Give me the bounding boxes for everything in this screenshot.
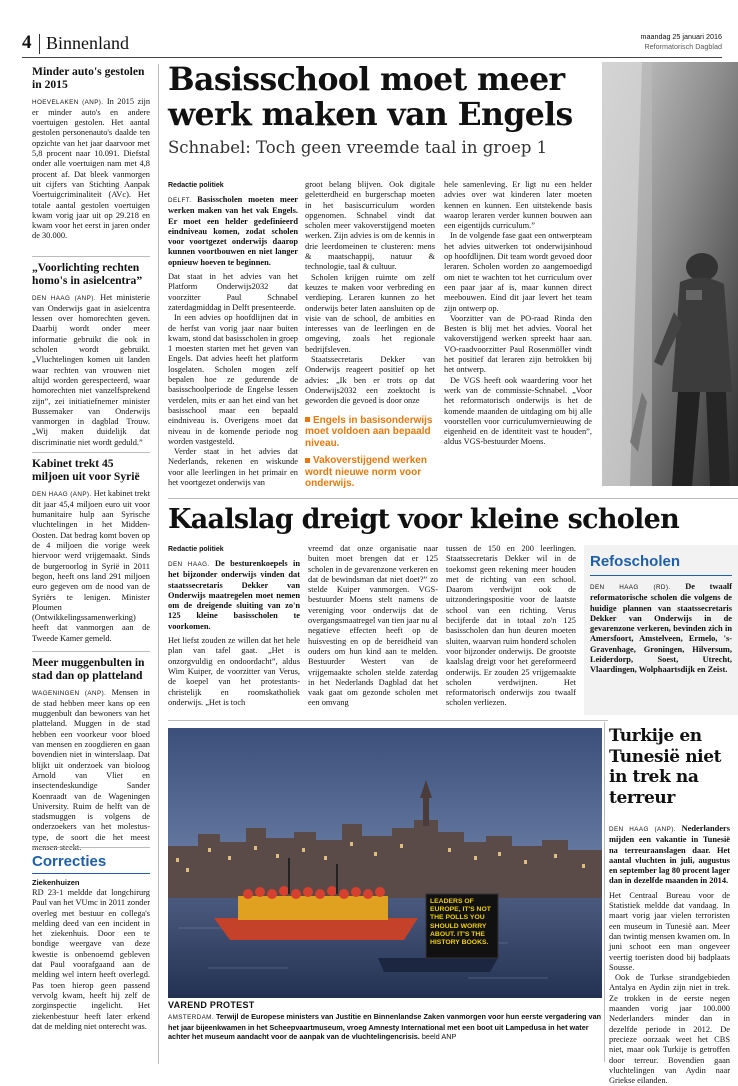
brief-title: Meer muggenbulten in stad dan op platteland: [32, 656, 145, 682]
refoscholen-box: Refoscholen DEN HAAG (RD). De twaalf reformatorische scholen die volgens de huidige plannen van staatssecretaris Dekker van Onderwijs in de gevarenzone verkeren, bevinden zich in Amersfoort, Amstelveen, Ermelo, 's-Gravenhage, Groningen, Hilversum, Leiderdorp, Soest, Utrecht, Vlaardingen, Wolphaartsdijk en Zeist.: [584, 545, 738, 715]
turkije-headline: Turkije en Tunesië niet in trek na terreur: [609, 726, 722, 808]
brief-title: Minder auto's gestolen in 2015: [32, 65, 145, 91]
brief-title: Kabinet trekt 45 miljoen uit voor Syrië: [32, 457, 140, 483]
brief-mosquitoes: Meer muggenbulten in stad dan op platteland WAGENINGEN (ANP). Mensen in de stad hebben meer kans op een muggenbult dan bewoners van het platteland. Muggen in de stad hebben een voorkeur voor bloed van mensen en zoogdieren en gaan bovendien niet in winterslaap. Dat blijkt uit onderzoek van bioloog Arnold van Vliet en insectendeskundige Sander Koenraadt van de Wageningen University. Ruim de helft van de stadsmuggen is volgens de onderzoekers van het molestus-type, de soort die het meest: [32, 656, 150, 842]
turkije-article: Turkije en Tunesië niet in trek na terreur DEN HAAG (ANP). Nederlanders mijden een vakantie in Tunesië na terreuraanslagen daar. Het aantal vluchten in juli, augustus en september lag 80 procent lager dan in dezelfde maanden in 2014. Het Centraal Bureau voor de Statistiek meldde dat vandaag. In maart vorig jaar vielen terroristen een museum in Tunesië aan. Meer dan twintig mensen kwamen om. In juni schoot een man ongeveer veertig toeristen dood bij badplaats Sousse. Ook de Turkse strandgebieden Antalya en Aydin zijn niet in trek. Ze trokken in de eerste negen maanden vorig jaar 100.000 Nederlanders minder dan in dezelfde periode in 2012. De precieze oorzaak weet het CBS niet, maar ook Turkije is getroffen door terreur. Bovendien gaan vluchtelingen van Aydin naar Griekse eilanden.: [609, 726, 731, 1086]
second-col-3: tussen de 150 en 200 leerlingen. Staatssecretaris Dekker wil in de toekomst geen rekening meer houden met de richting van een school. Daarom verdwijnt ook de uitzonderingspositie voor de laatste school van een richting. Verus becijferde dat in totaal zo'n 125 basisscholen dan hun deuren moeten sluiten, waarvan ruim honderd scholen voor bijzonder onderwijs. De grootste kaalslag dreigt voor het gereformeerd onderwijs. Er zouden 25 vrijgemaakte scholen verdwijnen. Het reformatorisch onderwijs zou twaalf scholen verliezen.: [446, 544, 577, 708]
pull-quote-1: Engels in basisonderwijs moet voldoen aan bepaald niveau.: [305, 414, 433, 449]
boat-photo-image: [168, 728, 602, 998]
brief-homo-rights: „Voorlichting rechten homo's in asielcentra” DEN HAAG (ANP). Het ministerie van Onderwijs gaat in asielcentra lessen over homorechten geven. Daarbij wordt onder meer informatie gebruikt die ook in scholen wordt gebruikt. „Vluchtelingen komen uit landen waar rechten van vrouwen niet altijd worden gerespecteerd, waar homorechten niet vanzelfsprekend zijn”, zei initiatiefnemer minister Bussemaker van Onderwijs vanmorgen in dagblad Trouw. „Wij maken duidelijk dat discriminatie niet wordt geduld.”: [32, 261, 150, 447]
boat-photo: [168, 728, 602, 998]
main-col-1: Redactie politiek DELFT. Basisscholen moeten meer werken maken van het vak Engels. Er moet een helder gedefinieerd eindniveau komen, zodat scholen voor voortgezet onderwijs daarop kunnen voortbouwen en niet langer opnieuw hoeven te beginnen. Dat staat in het advies van het Platform Onderwijs2032 dat voorzitter Paul Schnabel zaterdagmiddag in Delft presenteerde. In een advies op hoofdlijnen dat in de herfst van vorig jaar naar buiten kwam, stond dat basisscholen in groep 1 moesten starten met het geven van Engels. Dat advies heeft het platform losgelaten. Scholen mogen zelf bepalen hoe ze gedurende de basisschoolperiode de Engelse lessen verdelen, mits er aan het eind van het basisschool maar een bepaald eindniveau is. Overigens moet dat niveau in de komende periode nog worden vastgesteld. Verder staat in het advies dat Nederlands, rekenen en wiskunde voor alle leerlingen in het primair en het voortgezet onderwijs van: [168, 182, 298, 488]
brief-title: „Voorlichting rechten homo's in asielcentra”: [32, 261, 143, 287]
billboard-text: LEADERS OF EUROPE, IT'S NOT THE POLLS YOU SHOULD WORRY ABOUT. IT'S THE HISTORY BOOKS.: [430, 898, 491, 947]
left-column: [32, 66, 150, 1032]
second-byline: Redactie politiek: [168, 546, 224, 553]
pull-quote-2: Vakoverstijgend werken wordt nieuwe norm voor onderwijs.: [305, 455, 427, 490]
paper-name: Reformatorisch Dagblad: [644, 42, 722, 51]
correcties-box: Correcties Ziekenhuizen RD 23-1 meldde dat longchirurg Paul van het VUmc in 2011 zonder overleg met bestuur en collega's melding deed van een incident in het ziekenhuis. Door een te bondige weergave van deze kwestie is onbenoemd gebleven dat Paul voorafgaand aan de melding wel intern heeft overlegd. Pas toen hierop geen passend vervolg kwam, heeft hij zelf de zorginspectie ingelicht. Het ziekenbestuur heeft later erkend dat de melding niet onterecht was.: [32, 853, 150, 1031]
second-col-1: Redactie politiek DEN HAAG. De besturenkoepels in het bijzonder onderwijs vinden dat staatssecretaris Dekker van Onderwijs maatregelen moet nemen om de dreigende sluiting van zo'n 125 kleine basisscholen te voorkomen. Het liefst zouden ze willen dat het hele plan van tafel gaat. „Het is onzorgvuldig en ondoordacht”, aldus Wim Kuiper, de voorzitter van Verus, de koepel van het protestants-christelijk en roomskatholiek onderwijs. „Het is toch: [168, 546, 301, 707]
main-col-2: groot belang blijven. Ook digitale geletterdheid en burgerschap moeten in het basiscurriculum worden opgenomen. Schnabel vindt dat scholen meer vakoverstijgend moeten werken. Zijn advies is om de kennis in drie leerdomeinen te clusteren: mens & maatschappij, natuur & technologie, taal & cultuur. Scholen krijgen ruimte om zelf keuzes te maken voor verbreding en verdieping. Leraren kunnen zo het onderwijs beter laten aansluiten op de visie van de school, de ambities en interesses van de leerlingen en de omgeving, zoals het regionale bedrijfsleven. Staatssecretaris Dekker van Onderwijs reageert positief op het advies: „Ik ben er trots op dat Onderwijs2032 een zoektocht is geworden die gevoed is door onze Engels in basisonderwijs moet voldoen aan bepaald niveau. Vakoverstijgend werken wordt nieuwe norm voor onderwijs.: [305, 180, 435, 490]
second-headline: Kaalslag dreigt voor kleine scholen: [168, 504, 680, 535]
refoscholen-title: Refoscholen: [590, 553, 681, 570]
main-byline: Redactie politiek: [168, 182, 224, 189]
main-col-3: hele samenleving. Er ligt nu een helder advies over wat kinderen later moeten kennen en kunnen. Een uitstekende basis waarop leraren verder kunnen bouwen aan een eigentijds curriculum.” In de volgende fase gaat een ontwerpteam het advies uitwerken tot onderwijsinhoud op hoofdlijnen. Dit team wordt gevoed door leraren. Scholen worden zo aangemoedigd om niet te wachten tot het curriculum over een paar jaar af is, maar kunnen direct meebouwen. Eind dit jaar levert het team zijn ontwerp op. Voorzitter van de PO-raad Rinda den Besten is blij met het advies. Vooral het vakoverstijgend werken spreekt haar aan. VO-raadvoorzitter Paul Rosenmöller vindt het positief dat leraren zijn betrokken bij het ontwerp. De VGS heeft ook waardering voor het werk van de commissie-Schnabel. „Voor het reformatorisch onderwijs is het de komende maanden de uitdaging om bij alle voorstellen voor curriculumvernieuwing de eigenheid en de identiteit vast te houden”, aldus VGS-bestuurder Moens.: [444, 180, 592, 447]
main-subhead: Schnabel: Toch geen vreemde taal in groep 1: [168, 138, 548, 157]
main-article: [168, 62, 596, 157]
soldier-photo: [602, 62, 738, 486]
correcties-title: Correcties: [32, 853, 107, 870]
caption-title: VAREND PROTEST: [168, 1000, 255, 1010]
page-number: 4: [22, 32, 32, 53]
second-col-2: vreemd dat onze organisatie naar buiten moet brengen dat er 125 scholen in de gevarenzone verkeren en dat de bewindsman dat niet doet?” zo stelde Kuiper vanmorgen. VGS-bestuurder Moens stelt namens de vereniging voor onderwijs dat de overgangsmaatregel van tien jaar nu al negatieve effecten heeft op de huisvesting en op de bereidheid van ouders om hun kind aan te melden. Bestuurder Westert van de vrijgemaakte scholen stelde zaterdag in het Nederlands Dagblad dat het vaak gaat om gezonde scholen met een omvang: [308, 544, 438, 708]
brief-syria: Kabinet trekt 45 miljoen uit voor Syrië DEN HAAG (ANP). Het kabinet trekt dit jaar 45,4 miljoen euro uit voor humanitaire hulp aan Syrische vluchtelingen in het Midden-Oosten. Dat bedrag komt boven op de 4 miljoen die vorige week hiervoor werd vrijgemaakt. Sinds de burgeroorlog in Syrië in 2011 begon, heeft ons land 291 miljoen euro gegeven om de nood van de Syriërs te lenigen. Minister Ploumen (Ontwikkelingssamenwerking) heeft dat vanmorgen aan de Tweede Kamer gemeld.: [32, 457, 151, 643]
section-title: Binnenland: [46, 33, 129, 53]
main-headline: Basisschool moet meer werk maken van Engels: [168, 61, 573, 133]
date-line: maandag 25 januari 2016: [640, 32, 722, 41]
soldier-photo-image: [602, 62, 738, 486]
brief-stolen-cars: Minder auto's gestolen in 2015 HOEVELAKEN (ANP). In 2015 zijn er minder auto's en andere voertuigen gestolen. Het aantal gestolen personenauto's daalde ten opzichte van het jaar daarvoor met 5,8 procent naar 10.091. Diefstal onder alle voertuigen nam met 4,8 procent af. Dat bleek vanmorgen uit cijfers van Stichting Aanpak Voertuigcriminaliteit (AVc). Het totale aantal gestolen voertuigen kwam vorig jaar uit op 29.218 en kwam voor het eerst in jaren onder de 30.000.: [32, 65, 151, 241]
page-header: [22, 30, 722, 60]
correcties-subtitle: Ziekenhuizen: [32, 878, 80, 887]
second-article: [168, 503, 738, 536]
photo-caption: VAREND PROTEST AMSTERDAM. Terwijl de Europese ministers van Justitie en Binnenlandse Zaken vanmorgen voor hun eerste vergadering van het jaar bijeenkwamen in het Scheepvaartmuseum, vroeg Amnesty International met een boot uit Lampedusa in het water achter het museum aandacht voor de aanpak van de vluchtelingencrisis. beeld ANP: [168, 1000, 602, 1042]
